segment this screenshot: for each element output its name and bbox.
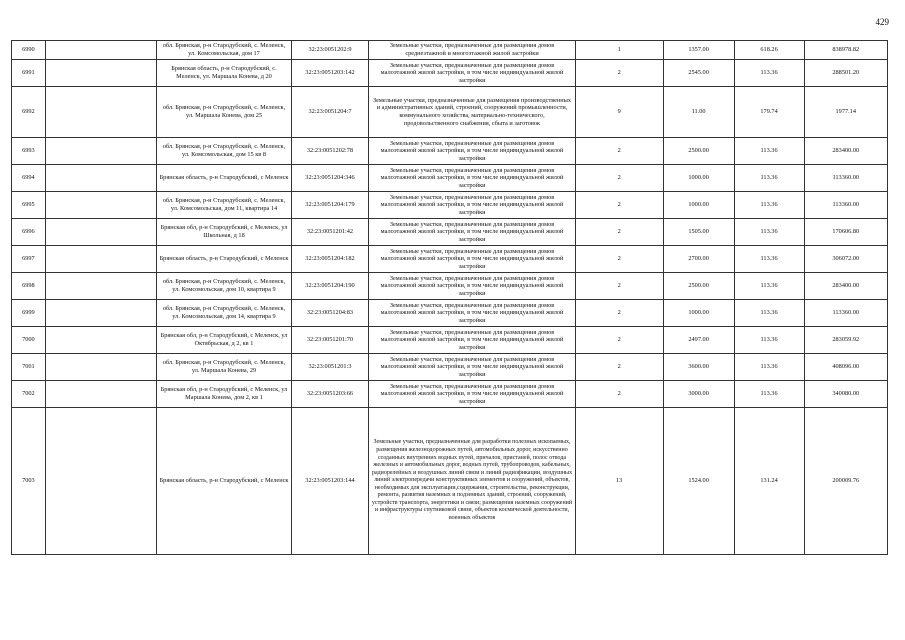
empty-cell — [45, 354, 157, 381]
cadastral-number-cell: 32:23:0051201:42 — [291, 219, 369, 246]
area-cell: 3000.00 — [663, 381, 734, 408]
table-row — [12, 246, 888, 273]
use-group-cell: 9 — [575, 87, 663, 138]
use-group-cell: 2 — [575, 300, 663, 327]
use-group-cell: 2 — [575, 60, 663, 87]
specific-value-cell: 113.36 — [734, 138, 804, 165]
area-cell: 2500.00 — [663, 273, 734, 300]
use-group-cell: 2 — [575, 354, 663, 381]
table-row — [12, 138, 888, 165]
area-cell: 2700.00 — [663, 246, 734, 273]
specific-value-cell: 113.36 — [734, 327, 804, 354]
empty-cell — [45, 87, 157, 138]
area-cell: 11.00 — [663, 87, 734, 138]
land-use-cell: Земельные участки, предназначенные для размещения домов среднеэтажной и многоэтажной жилой застройки — [369, 41, 575, 60]
cadastral-number-cell: 32:23:0051204:83 — [291, 300, 369, 327]
address-cell: обл. Брянская, р-н Стародубский, с. Меленск, ул. Комсомольская, дом 15 кв 8 — [157, 138, 291, 165]
specific-value-cell: 113.36 — [734, 300, 804, 327]
area-cell: 1357.00 — [663, 41, 734, 60]
cadastral-value-cell: 113360.00 — [804, 165, 887, 192]
specific-value-cell: 113.36 — [734, 246, 804, 273]
use-group-cell: 2 — [575, 381, 663, 408]
empty-cell — [45, 408, 157, 555]
area-cell: 1505.00 — [663, 219, 734, 246]
land-use-cell: Земельные участки, предназначенные для размещения домов малоэтажной жилой застройки, в том числе индивидуальной жилой застройки — [369, 246, 575, 273]
row-number-cell: 6994 — [12, 165, 46, 192]
row-number-cell: 7002 — [12, 381, 46, 408]
address-cell: обл. Брянская, р-н Стародубский, с. Меленск, ул. Комсомольская, дом 11, квартира 14 — [157, 192, 291, 219]
empty-cell — [45, 165, 157, 192]
row-number-cell: 6998 — [12, 273, 46, 300]
specific-value-cell: 113.36 — [734, 60, 804, 87]
row-number-cell: 6995 — [12, 192, 46, 219]
cadastral-value-cell: 288501.20 — [804, 60, 887, 87]
cadastral-value-cell: 306072.00 — [804, 246, 887, 273]
table-row — [12, 327, 888, 354]
address-cell: Брянская область, р-н Стародубский, с Меленск — [157, 165, 291, 192]
cadastral-number-cell: 32:23:0051204:190 — [291, 273, 369, 300]
specific-value-cell: 179.74 — [734, 87, 804, 138]
area-cell: 2497.00 — [663, 327, 734, 354]
address-cell: обл. Брянская, р-н Стародубский, с. Меленск, ул. Комсомольская, дом 10, квартира 9 — [157, 273, 291, 300]
cadastral-value-cell: 283059.92 — [804, 327, 887, 354]
use-group-cell: 2 — [575, 327, 663, 354]
address-cell: Брянская область, р-н Стародубский, с Меленск — [157, 246, 291, 273]
page-number: 429 — [875, 17, 889, 27]
table-row — [12, 273, 888, 300]
table-row — [12, 219, 888, 246]
row-number-cell: 6990 — [12, 41, 46, 60]
land-use-cell: Земельные участки, предназначенные для размещения производственных и административных зданий, строений, сооружений промышленности, коммунального хозяйства, материально-технического, продовольственного снабжения, сбыта и заготовок — [369, 87, 575, 138]
cadastral-value-cell: 113360.00 — [804, 300, 887, 327]
use-group-cell: 2 — [575, 219, 663, 246]
row-number-cell: 7001 — [12, 354, 46, 381]
row-number-cell: 7003 — [12, 408, 46, 555]
row-number-cell: 6996 — [12, 219, 46, 246]
area-cell: 1000.00 — [663, 300, 734, 327]
cadastral-value-cell: 408096.00 — [804, 354, 887, 381]
cadastral-number-cell: 32:23:0051203:144 — [291, 408, 369, 555]
use-group-cell: 2 — [575, 192, 663, 219]
specific-value-cell: 113.36 — [734, 354, 804, 381]
empty-cell — [45, 381, 157, 408]
cadastral-value-cell: 340080.00 — [804, 381, 887, 408]
address-cell: Брянская обл, р-н Стародубский, с Меленск, ул Школьная, д 18 — [157, 219, 291, 246]
cadastral-value-cell: 283400.00 — [804, 273, 887, 300]
address-cell: Брянская обл, р-н Стародубский, с Меленск, ул Октябрьская, д 2, кв 1 — [157, 327, 291, 354]
table-row — [12, 165, 888, 192]
land-use-cell: Земельные участки, предназначенные для размещения домов малоэтажной жилой застройки, в том числе индивидуальной жилой застройки — [369, 60, 575, 87]
cadastral-value-cell: 113360.00 — [804, 192, 887, 219]
table-row — [12, 408, 888, 555]
empty-cell — [45, 192, 157, 219]
cadastral-number-cell: 32:23:0051204:179 — [291, 192, 369, 219]
cadastral-value-cell: 838978.82 — [804, 41, 887, 60]
row-number-cell: 6997 — [12, 246, 46, 273]
specific-value-cell: 618.26 — [734, 41, 804, 60]
table-row — [12, 87, 888, 138]
cadastral-number-cell: 32:23:0051201:70 — [291, 327, 369, 354]
address-cell: Брянская область, р-н Стародубский, с. Меленск, ул. Маршала Конева, д 20 — [157, 60, 291, 87]
area-cell: 2545.00 — [663, 60, 734, 87]
cadastral-value-cell: 170606.80 — [804, 219, 887, 246]
empty-cell — [45, 327, 157, 354]
empty-cell — [45, 138, 157, 165]
table-row — [12, 41, 888, 60]
use-group-cell: 1 — [575, 41, 663, 60]
area-cell: 2500.00 — [663, 138, 734, 165]
cadastral-value-table — [11, 40, 888, 555]
land-use-cell: Земельные участки, предназначенные для размещения домов малоэтажной жилой застройки, в том числе индивидуальной жилой застройки — [369, 273, 575, 300]
row-number-cell: 6993 — [12, 138, 46, 165]
cadastral-value-cell: 1977.14 — [804, 87, 887, 138]
cadastral-number-cell: 32:23:0051202:9 — [291, 41, 369, 60]
row-number-cell: 6991 — [12, 60, 46, 87]
specific-value-cell: 113.36 — [734, 273, 804, 300]
row-number-cell: 7000 — [12, 327, 46, 354]
land-use-cell: Земельные участки, предназначенные для размещения домов малоэтажной жилой застройки, в том числе индивидуальной жилой застройки — [369, 354, 575, 381]
table-row — [12, 192, 888, 219]
area-cell: 1000.00 — [663, 165, 734, 192]
specific-value-cell: 113.36 — [734, 219, 804, 246]
empty-cell — [45, 300, 157, 327]
land-use-cell: Земельные участки, предназначенные для размещения домов малоэтажной жилой застройки, в том числе индивидуальной жилой застройки — [369, 192, 575, 219]
empty-cell — [45, 60, 157, 87]
row-number-cell: 6999 — [12, 300, 46, 327]
land-use-cell: Земельные участки, предназначенные для размещения домов малоэтажной жилой застройки, в том числе индивидуальной жилой застройки — [369, 165, 575, 192]
row-number-cell: 6992 — [12, 87, 46, 138]
empty-cell — [45, 219, 157, 246]
table-row — [12, 300, 888, 327]
use-group-cell: 13 — [575, 408, 663, 555]
specific-value-cell: 113.36 — [734, 192, 804, 219]
land-use-cell: Земельные участки, предназначенные для размещения домов малоэтажной жилой застройки, в том числе индивидуальной жилой застройки — [369, 219, 575, 246]
cadastral-number-cell: 32:23:0051204:182 — [291, 246, 369, 273]
empty-cell — [45, 273, 157, 300]
use-group-cell: 2 — [575, 246, 663, 273]
use-group-cell: 2 — [575, 138, 663, 165]
address-cell: обл. Брянская, р-н Стародубский, с. Меленск, ул. Маршала Конева, 29 — [157, 354, 291, 381]
empty-cell — [45, 41, 157, 60]
cadastral-number-cell: 32:23:0051204:346 — [291, 165, 369, 192]
area-cell: 1524.00 — [663, 408, 734, 555]
specific-value-cell: 113.36 — [734, 381, 804, 408]
cadastral-value-cell: 283400.00 — [804, 138, 887, 165]
address-cell: обл. Брянская, р-н Стародубский, с. Меленск, ул. Комсомольская, дом 14, квартира 9 — [157, 300, 291, 327]
cadastral-number-cell: 32:23:0051201:3 — [291, 354, 369, 381]
area-cell: 3600.00 — [663, 354, 734, 381]
cadastral-number-cell: 32:23:0051203:66 — [291, 381, 369, 408]
table-row — [12, 60, 888, 87]
address-cell: Брянская обл, р-н Стародубский, с Меленск, ул Маршала Конева, дом 2, кв 1 — [157, 381, 291, 408]
land-use-cell: Земельные участки, предназначенные для размещения домов малоэтажной жилой застройки, в том числе индивидуальной жилой застройки — [369, 138, 575, 165]
address-cell: обл. Брянская, р-н Стародубский, с. Меленск, ул. Комсомольская, дом 17 — [157, 41, 291, 60]
empty-cell — [45, 246, 157, 273]
use-group-cell: 2 — [575, 273, 663, 300]
cadastral-value-cell: 200009.76 — [804, 408, 887, 555]
cadastral-number-cell: 32:23:0051204:7 — [291, 87, 369, 138]
table-row — [12, 354, 888, 381]
land-use-cell: Земельные участки, предназначенные для размещения домов малоэтажной жилой застройки, в том числе индивидуальной жилой застройки — [369, 327, 575, 354]
address-cell: обл. Брянская, р-н Стародубский, с. Меленск, ул. Маршала Конева, дом 25 — [157, 87, 291, 138]
cadastral-number-cell: 32:23:0051202:78 — [291, 138, 369, 165]
table-row — [12, 381, 888, 408]
area-cell: 1000.00 — [663, 192, 734, 219]
land-use-cell: Земельные участки, предназначенные для размещения домов малоэтажной жилой застройки, в том числе индивидуальной жилой застройки — [369, 300, 575, 327]
address-cell: Брянская область, р-н Стародубский, с Меленск — [157, 408, 291, 555]
cadastral-number-cell: 32:23:0051203:142 — [291, 60, 369, 87]
use-group-cell: 2 — [575, 165, 663, 192]
specific-value-cell: 113.36 — [734, 165, 804, 192]
land-use-cell: Земельные участки, предназначенные для размещения домов малоэтажной жилой застройки, в том числе индивидуальной жилой застройки — [369, 381, 575, 408]
specific-value-cell: 131.24 — [734, 408, 804, 555]
land-use-cell: Земельные участки, предназначенные для разработки полезных ископаемых, размещения железнодорожных путей, автомобильных дорог, искусственно созданных внутренних водных путей, причалов, пристаней, полос отвода железных и автомобильных дорог, водных путей, трубопроводов, кабельных, радиорелейных и воздушных линий связи и линий радиофикации, воздушных линий электропередачи конструктивных элементов и сооружений, объектов, необходимых для эксплуатации,содержания, строительства, реконструкции, ремонта, развития наземных и подземных зданий, строений, сооружений, устройств транспорта, энергетики и связи; размещения наземных сооружений и инфраструктуры спутниковой связи, объектов космической деятельности, военных объектов — [369, 408, 575, 555]
